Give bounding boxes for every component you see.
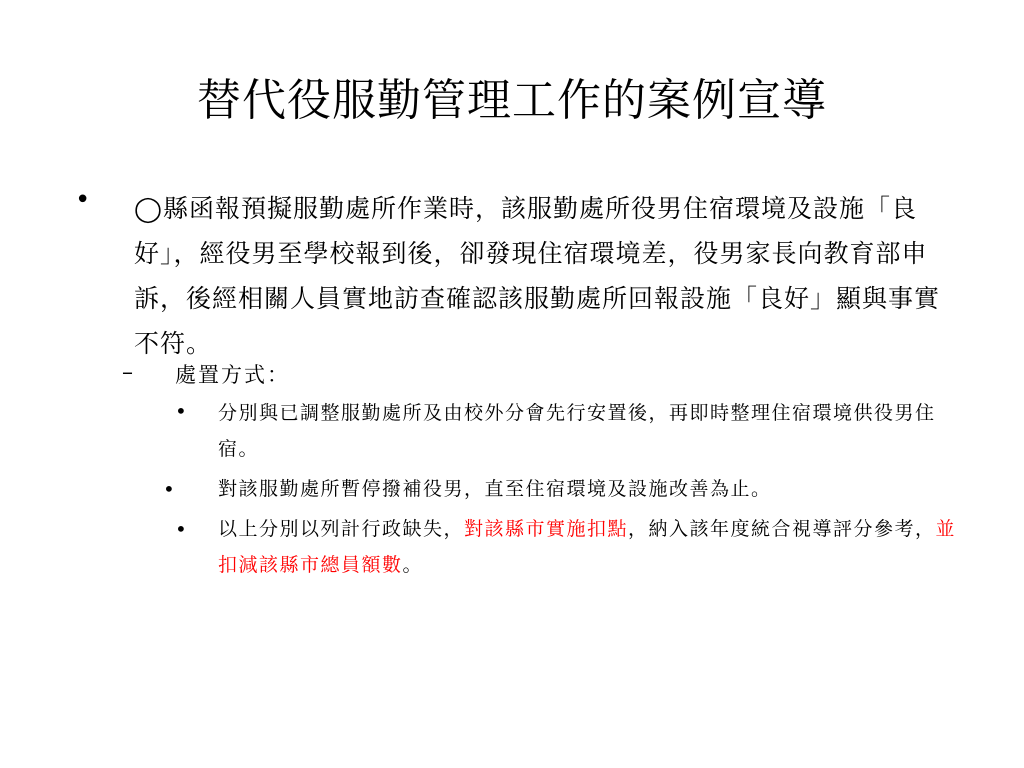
bullet-level3: • [175,399,187,423]
slide-title: 替代役服勤管理工作的案例宣導 [197,75,827,126]
case-description-text: ◯縣函報預擬服勤處所作業時，該服勤處所役男住宿環境及設施「良好」，經役男至學校報到後，卻發現住宿環境差，役男家長向教育部申訴，後經相關人員實地訪查確認該服勤處所回報設施「良好」顯與事實不符。 [134,194,941,358]
text-segment: 。 [402,554,424,576]
bullet-level3: • [163,477,175,501]
bullet-level3: • [175,517,187,541]
highlight-text: 並扣減該縣市總員額數 [218,518,957,576]
dash-bullet: – [122,360,133,385]
highlight-text: 對該縣市實施扣點 [464,518,629,540]
list-item-text [218,511,958,583]
handling-heading: 處置方式： [175,363,290,387]
text-segment: ，納入該年度統合視導評分參考， [628,518,936,540]
list-item-text: 分別與已調整服勤處所及由校外分會先行安置後，再即時整理住宿環境供役男住宿。 [218,402,936,460]
text-segment: 以上分別以列計行政缺失， [218,518,465,540]
list-item-text: 對該服勤處所暫停撥補役男，直至住宿環境及設施改善為止。 [218,478,772,500]
bullet-level1: • [75,185,91,215]
